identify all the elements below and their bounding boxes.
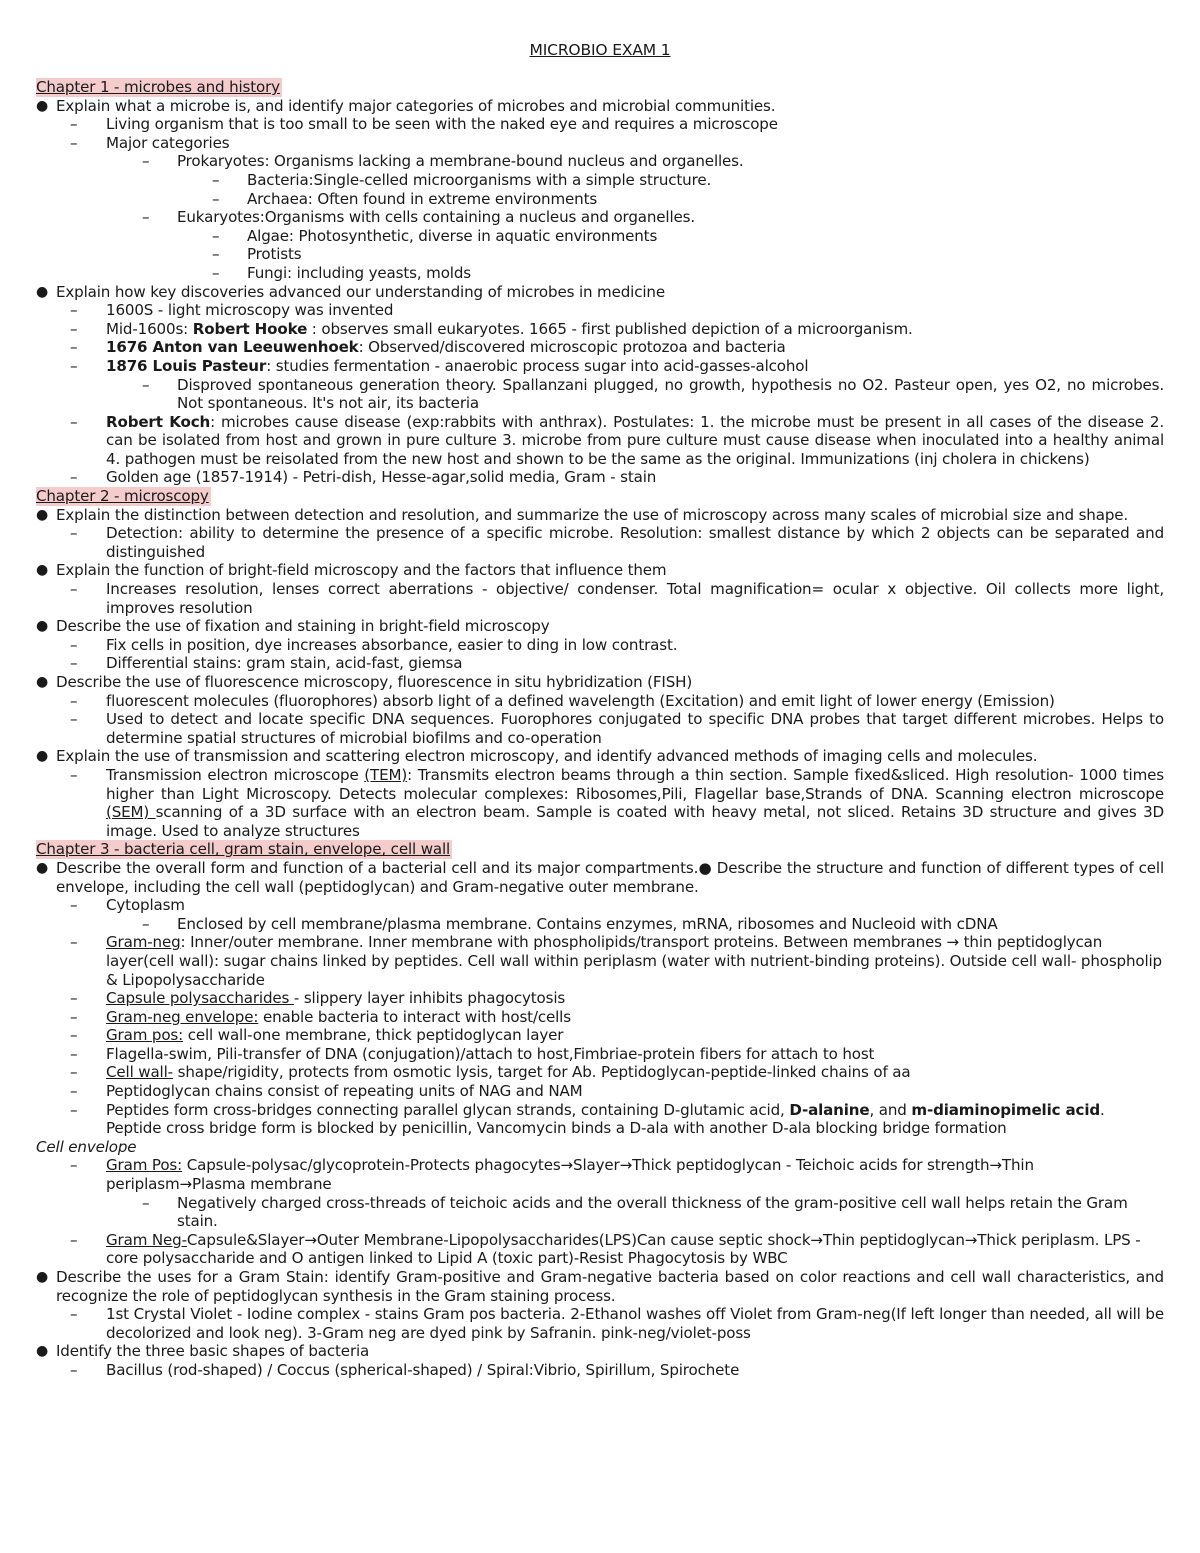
objective: ● Describe the uses for a Gram Stain: identify Gram-positive and Gram-negative bacteria based on color reactions and cell wall characteristics, and recognize the role of peptidoglycan synthesis in the Gram staining process.	[36, 1268, 1164, 1305]
objective: ● Describe the overall form and function of a bacterial cell and its major compartments.● Describe the structure and function of different types of cell envelope, including the cell wall (peptidoglycan) and Gram-negative outer membrane.	[36, 859, 1164, 896]
list-item: – Cytoplasm	[36, 896, 1164, 915]
list-item: – Differential stains: gram stain, acid-fast, giemsa	[36, 654, 1164, 673]
list-item: – 1876 Louis Pasteur: studies fermentation - anaerobic process sugar into acid-gasses-alcohol	[36, 357, 1164, 376]
list-item: – Robert Koch: microbes cause disease (exp:rabbits with anthrax). Postulates: 1. the microbe must be present in all cases of the disease 2. can be isolated from host and grown in pure culture 3. microbe from pure culture must cause disease when inoculated into a healthy animal 4. pathogen must be reisolated from the new host and shown to be the same as the original. Immunizations (inj cholera in chickens)	[36, 413, 1164, 469]
list-item: – Transmission electron microscope (TEM): Transmits electron beams through a thin section. Sample fixed&sliced. High resolution- 1000 times higher than Light Microscopy. Detects molecular complexes: Ribosomes,Pili, Flagellar base,Strands of DNA. Scanning electron microscope (SEM) scanning of a 3D surface with an electron beam. Sample is coated with heavy metal, not sliced. Retains 3D structure and gives 3D image. Used to analyze structures	[36, 766, 1164, 840]
list-item: – Gram Pos: Capsule-polysac/glycoprotein-Protects phagocytes→Slayer→Thick peptidoglycan - Teichoic acids for strength→Thin periplasm→Plasma membrane	[36, 1156, 1164, 1193]
list-item: – Golden age (1857-1914) - Petri-dish, Hesse-agar,solid media, Gram - stain	[36, 468, 1164, 487]
objective: ● Describe the use of fixation and staining in bright-field microscopy	[36, 617, 1164, 636]
list-item: – Bacillus (rod-shaped) / Coccus (spherical-shaped) / Spiral:Vibrio, Spirillum, Spirochete	[36, 1361, 1164, 1380]
chapter-1-heading: Chapter 1 - microbes and history	[36, 78, 280, 96]
list-item: – Archaea: Often found in extreme environments	[36, 190, 1164, 209]
list-item: – Fungi: including yeasts, molds	[36, 264, 1164, 283]
list-item: – Enclosed by cell membrane/plasma membrane. Contains enzymes, mRNA, ribosomes and Nucleoid with cDNA	[36, 915, 1164, 934]
objective: ● Explain how key discoveries advanced our understanding of microbes in medicine	[36, 283, 1164, 302]
list-item: – Cell wall- shape/rigidity, protects from osmotic lysis, target for Ab. Peptidoglycan-peptide-linked chains of aa	[36, 1063, 1164, 1082]
list-item: – Gram-neg envelope: enable bacteria to interact with host/cells	[36, 1008, 1164, 1027]
list-item: – Negatively charged cross-threads of teichoic acids and the overall thickness of the gram-positive cell wall helps retain the Gram stain.	[36, 1194, 1164, 1231]
objective: ● Describe the use of fluorescence microscopy, fluorescence in situ hybridization (FISH)	[36, 673, 1164, 692]
list-item: – Gram-neg: Inner/outer membrane. Inner membrane with phospholipids/transport proteins. Between membranes → thin peptidoglycan layer(cell wall): sugar chains linked by peptides. Cell wall within periplasm (water with nutrient-binding proteins). Outside cell wall- phospholip & Lipopolysaccharide	[36, 933, 1164, 989]
list-item: – Disproved spontaneous generation theory. Spallanzani plugged, no growth, hypothesis no O2. Pasteur open, yes O2, no microbes. Not spontaneous. It's not air, its bacteria	[36, 376, 1164, 413]
objective: ● Explain the function of bright-field microscopy and the factors that influence them	[36, 561, 1164, 580]
list-item: – Prokaryotes: Organisms lacking a membrane-bound nucleus and organelles.	[36, 152, 1164, 171]
list-item: – Increases resolution, lenses correct aberrations - objective/ condenser. Total magnification= ocular x objective. Oil collects more light, improves resolution	[36, 580, 1164, 617]
list-item: – Eukaryotes:Organisms with cells containing a nucleus and organelles.	[36, 208, 1164, 227]
objective: ● Identify the three basic shapes of bacteria	[36, 1342, 1164, 1361]
list-item: – Major categories	[36, 134, 1164, 153]
list-item: – Fix cells in position, dye increases absorbance, easier to ding in low contrast.	[36, 636, 1164, 655]
list-item: – Gram pos: cell wall-one membrane, thick peptidoglycan layer	[36, 1026, 1164, 1045]
objective: ● Explain what a microbe is, and identify major categories of microbes and microbial communities.	[36, 97, 1164, 116]
objective: ● Explain the use of transmission and scattering electron microscopy, and identify advanced methods of imaging cells and molecules.	[36, 747, 1164, 766]
list-item: – 1st Crystal Violet - Iodine complex - stains Gram pos bacteria. 2-Ethanol washes off Violet from Gram-neg(If left longer than needed, all will be decolorized and look neg). 3-Gram neg are dyed pink by Safranin. pink-neg/violet-poss	[36, 1305, 1164, 1342]
list-item: – Protists	[36, 245, 1164, 264]
section-label: Cell envelope	[36, 1137, 137, 1156]
list-item: – Capsule polysaccharides - slippery layer inhibits phagocytosis	[36, 989, 1164, 1008]
objective: ● Explain the distinction between detection and resolution, and summarize the use of microscopy across many scales of microbial size and shape.	[36, 506, 1164, 525]
list-item: – 1676 Anton van Leeuwenhoek: Observed/discovered microscopic protozoa and bacteria	[36, 338, 1164, 357]
bullet-icon: ●	[698, 858, 712, 877]
page-title: MICROBIO EXAM 1	[529, 41, 671, 59]
list-item: – Gram Neg-Capsule&Slayer→Outer Membrane-Lipopolysaccharides(LPS)Can cause septic shock→Thin peptidoglycan→Thick periplasm. LPS - core polysaccharide and O antigen linked to Lipid A (toxic part)-Resist Phagocytosis by WBC	[36, 1231, 1164, 1268]
list-item: – Peptidoglycan chains consist of repeating units of NAG and NAM	[36, 1082, 1164, 1101]
list-item: – Flagella-swim, Pili-transfer of DNA (conjugation)/attach to host,Fimbriae-protein fibers for attach to host	[36, 1045, 1164, 1064]
list-item: – 1600S - light microscopy was invented	[36, 301, 1164, 320]
chapter-2-heading: Chapter 2 - microscopy	[36, 487, 209, 506]
list-item: – Used to detect and locate specific DNA sequences. Fuorophores conjugated to specific DNA probes that target different microbes. Helps to determine spatial structures of microbial biofilms and co-operation	[36, 710, 1164, 747]
list-item: – Living organism that is too small to be seen with the naked eye and requires a microscope	[36, 115, 1164, 134]
list-item: – Peptides form cross-bridges connecting parallel glycan strands, containing D-glutamic acid, D-alanine, and m-diaminopimelic acid. Peptide cross bridge form is blocked by penicillin, Vancomycin binds a D-ala with another D-ala blocking bridge formation	[36, 1101, 1164, 1138]
list-item: – Bacteria:Single-celled microorganisms with a simple structure.	[36, 171, 1164, 190]
chapter-3-heading: Chapter 3 - bacteria cell, gram stain, envelope, cell wall	[36, 840, 451, 859]
list-item: – fluorescent molecules (fluorophores) absorb light of a defined wavelength (Excitation) and emit light of lower energy (Emission)	[36, 692, 1164, 711]
list-item: – Algae: Photosynthetic, diverse in aquatic environments	[36, 227, 1164, 246]
list-item: – Detection: ability to determine the presence of a specific microbe. Resolution: smallest distance by which 2 objects can be separated and distinguished	[36, 524, 1164, 561]
list-item: – Mid-1600s: Robert Hooke : observes small eukaryotes. 1665 - first published depiction of a microorganism.	[36, 320, 1164, 339]
